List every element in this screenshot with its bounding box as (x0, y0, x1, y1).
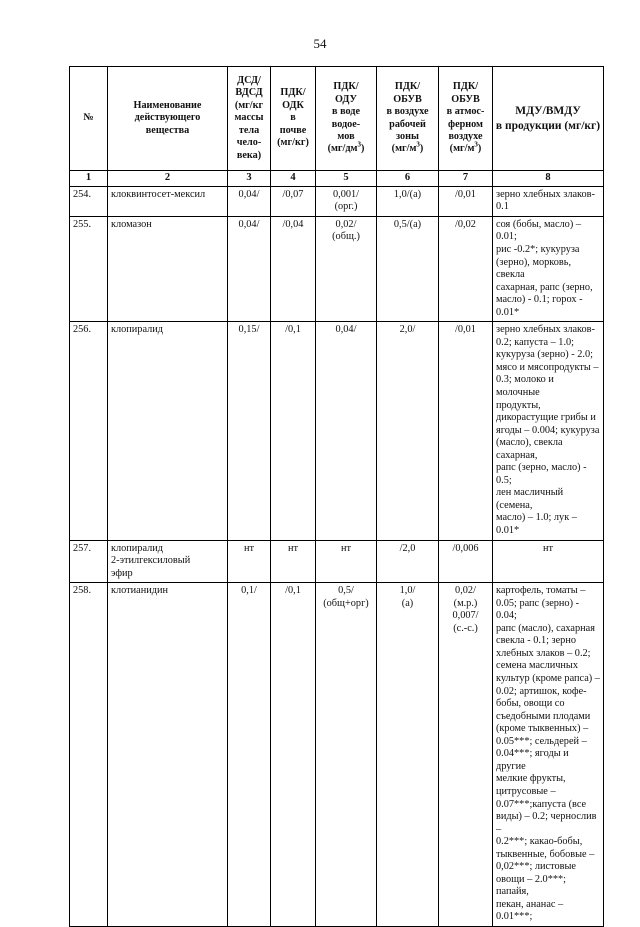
column-number: 2 (108, 171, 228, 187)
page-number: 54 (313, 36, 327, 51)
row-number: 257. (70, 540, 108, 583)
mdu-value: зерно хлебных злаков- 0.2; капуста – 1.0; кукуруза (зерно) - 2.0; мясо и мясопродукты – 0.3; молоко и молочные продукты, дикорастущие грибы и ягоды – 0.004; кукуруза (масло), свекла сахарная, рапс (зерно, масло) - 0.5; лен масличный (семена, масло) – 1.0; лук – 0.01* (493, 322, 604, 540)
row-number: 256. (70, 322, 108, 540)
pdk-water-value: 0,001/ (орг.) (316, 186, 377, 216)
row-number: 258. (70, 583, 108, 927)
pdk-atmosphere-value: /0,02 (439, 216, 493, 321)
table-row (70, 540, 604, 583)
pdk-soil-value: /0,1 (271, 322, 316, 540)
row-number: 255. (70, 216, 108, 321)
dsd-value: нт (228, 540, 271, 583)
column-number: 5 (316, 171, 377, 187)
header-pdk-atmosphere: ПДК/ ОБУВ в атмос- ферном воздухе $(мг/м^3)$ (439, 67, 493, 171)
header-pdk-soil: ПДК/ ОДК в почве (мг/кг) (271, 67, 316, 171)
dsd-value: 0,15/ (228, 322, 271, 540)
pdk-soil-value: /0,1 (271, 583, 316, 927)
dsd-value: 0,1/ (228, 583, 271, 927)
column-number: 6 (377, 171, 439, 187)
substance-name: кломазон (108, 216, 228, 321)
table-row (70, 186, 604, 216)
dsd-value: 0,04/ (228, 216, 271, 321)
header-dsd: ДСД/ ВДСД (мг/кг массы тела чело- века) (228, 67, 271, 171)
table-row (70, 583, 604, 927)
column-number: 4 (271, 171, 316, 187)
header-number: № (70, 67, 108, 171)
header-mdu: МДУ/ВМДУ в продукции (мг/кг) (493, 67, 604, 171)
mdu-value: нт (493, 540, 604, 583)
substance-name: клоквинтосет-мексил (108, 186, 228, 216)
header-row (70, 67, 604, 171)
pesticide-regulation-table (69, 66, 604, 927)
mdu-value: зерно хлебных злаков- 0.1 (493, 186, 604, 216)
pdk-water-value: нт (316, 540, 377, 583)
mdu-value: картофель, томаты – 0.05; рапс (зерно) - 0.04; рапс (масло), сахарная свекла - 0.1; зерно хлебных злаков – 0.2; семена масличных культур (кроме рапса) – 0.02; артишок, кофе- бобы, овощи со съедобными плодами (кроме тыквенных) – 0.05***; сельдерей – 0.04***; ягоды и другие мелкие фрукты, цитрусовые – 0.07***;капуста (все виды) – 0.2; чернослив – 0.2***; какао-бобы, тыквенные, бобовые – 0,02***; листовые овощи – 2.0***; папайя, пекан, ананас – 0.01***; (493, 583, 604, 927)
header-pdk-work-air: ПДК/ ОБУВ в воздухе рабочей зоны $(мг/м^3)$ (377, 67, 439, 171)
pdk-atmosphere-value: /0,006 (439, 540, 493, 583)
table-row (70, 216, 604, 321)
column-number: 7 (439, 171, 493, 187)
pdk-work-air-value: /2,0 (377, 540, 439, 583)
substance-name: клопиралид 2-этилгексиловый эфир (108, 540, 228, 583)
pdk-water-value: 0,04/ (316, 322, 377, 540)
pdk-water-value: 0,02/ (общ.) (316, 216, 377, 321)
pdk-atmosphere-value: /0,01 (439, 322, 493, 540)
column-number: 1 (70, 171, 108, 187)
header-pdk-water: ПДК/ ОДУ в воде водое- мов $(мг/дм^3)$ (316, 67, 377, 171)
pdk-work-air-value: 1,0/ (а) (377, 583, 439, 927)
table-row (70, 322, 604, 540)
pdk-work-air-value: 0,5/(а) (377, 216, 439, 321)
pdk-soil-value: нт (271, 540, 316, 583)
pdk-work-air-value: 1,0/(а) (377, 186, 439, 216)
mdu-value: соя (бобы, масло) – 0.01; рис -0.2*; кукуруза (зерно), морковь, свекла сахарная, рапс (зерно, масло) - 0.1; горох - 0.01* (493, 216, 604, 321)
pdk-soil-value: /0,07 (271, 186, 316, 216)
column-number-row (70, 171, 604, 187)
substance-name: клотианидин (108, 583, 228, 927)
row-number: 254. (70, 186, 108, 216)
pdk-soil-value: /0,04 (271, 216, 316, 321)
column-number: 8 (493, 171, 604, 187)
pdk-atmosphere-value: 0,02/ (м.р.) 0,007/ (с.-с.) (439, 583, 493, 927)
pdk-work-air-value: 2,0/ (377, 322, 439, 540)
pdk-water-value: 0,5/ (общ+орг) (316, 583, 377, 927)
dsd-value: 0,04/ (228, 186, 271, 216)
substance-name: клопиралид (108, 322, 228, 540)
header-substance-name: Наименование действующего вещества (108, 67, 228, 171)
column-number: 3 (228, 171, 271, 187)
pdk-atmosphere-value: /0,01 (439, 186, 493, 216)
